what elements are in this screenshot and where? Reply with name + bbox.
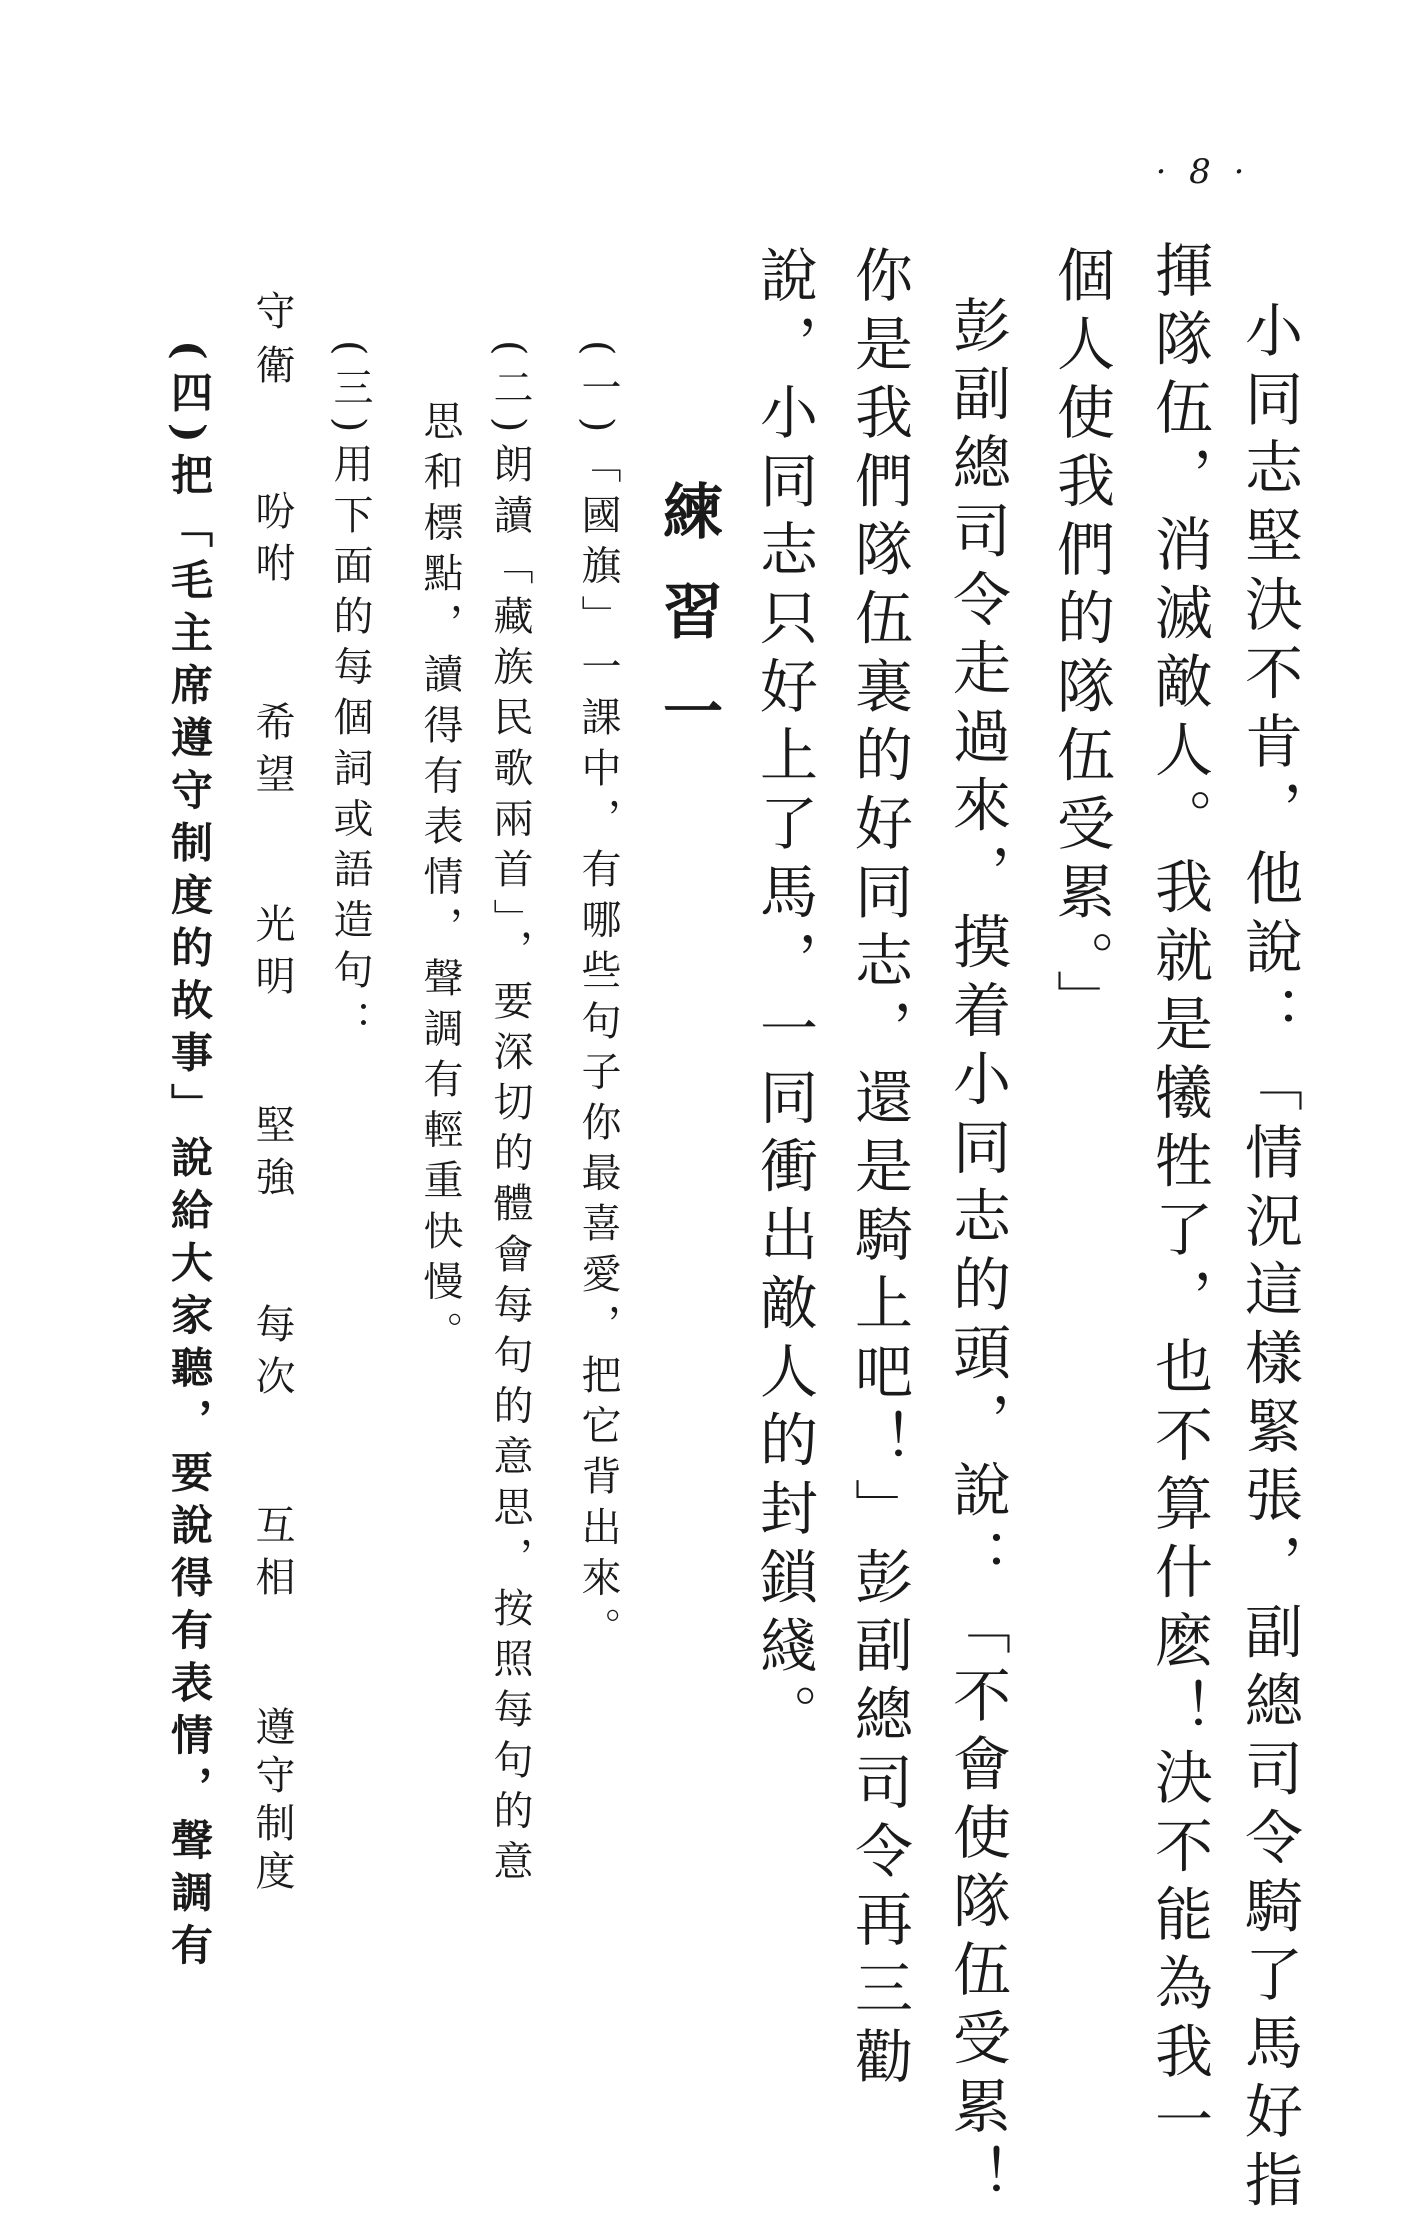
vocab-word: 堅強 (249, 1104, 295, 1209)
exercise-item-4: (四)把「毛主席遵守制度的故事」說給大家聽，要說得有表情，聲調有 (165, 340, 214, 1976)
exercise-heading: 練習一 (653, 480, 723, 780)
vocab-word: 每次 (249, 1302, 295, 1407)
story-column-4: 彭副總司令走過來，摸着小同志的頭，說：「不會使隊伍受累！ (943, 295, 1011, 2213)
exercise-item-2-continuation: 思和標點，讀得有表情，聲調有輕重快慢。 (417, 400, 463, 1362)
vocab-word: 遵守制度 (249, 1706, 295, 1899)
vocab-word: 吩咐 (249, 490, 295, 594)
vocab-row-1 (249, 490, 295, 1899)
page-number: · 8 · (1155, 152, 1251, 192)
exercise-item-1: (一)「國旗」一課中，有哪些句子你最喜愛，把它背出來。 (575, 340, 621, 1658)
story-column-2: 揮隊伍，消滅敵人。我就是犧牲了，也不算什麽！決不能為我一 (1145, 240, 1213, 2158)
vocab-row-2: 守衛 (249, 290, 295, 398)
vocab-word: 希望 (249, 700, 295, 805)
story-column-1: 小同志堅決不肯，他說：「情況這樣緊張，副總司令騎了馬好指 (1235, 300, 1303, 2218)
exercise-item-2: (二)朗讀「藏族民歌兩首」，要深切的體會每句的意思，按照每句的意 (487, 340, 533, 1891)
vocab-word: 光明 (249, 903, 295, 1008)
story-column-6: 說，小同志只好上了馬，一同衝出敵人的封鎖綫。 (750, 245, 818, 1752)
story-column-5: 你是我們隊伍裏的好同志，還是騎上吧！」彭副總司令再三勸 (845, 245, 913, 2095)
story-column-3: 個人使我們的隊伍受累。」 (1047, 245, 1115, 1038)
vocab-word: 互相 (249, 1503, 295, 1608)
exercise-item-3: (三)用下面的每個詞或語造句： (327, 340, 373, 1051)
